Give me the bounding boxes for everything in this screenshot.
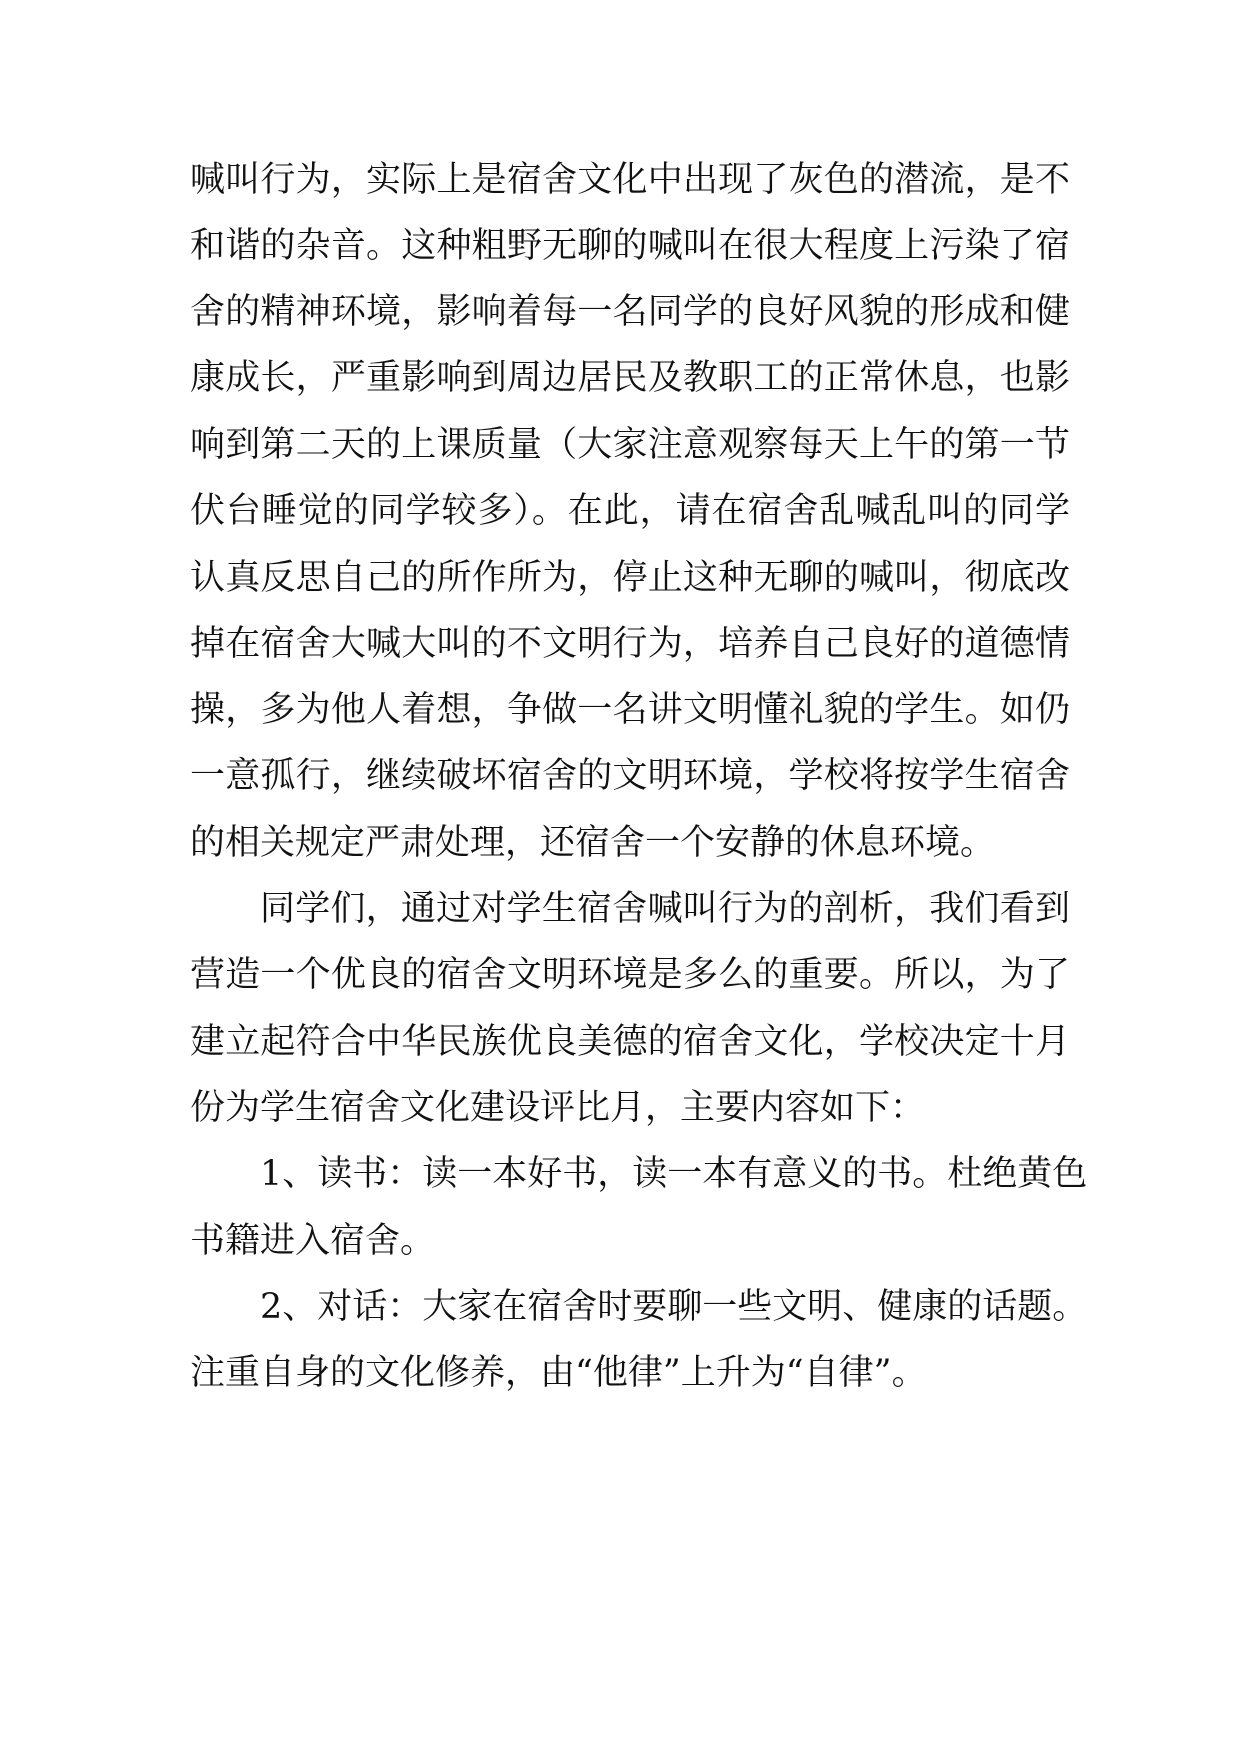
paragraph-line: 认真反思自己的所作所为，停止这种无聊的喊叫，彻底改 — [190, 558, 1070, 598]
paragraph-line: 的相关规定严肃处理，还宿舍一个安静的休息环境。 — [190, 823, 996, 863]
paragraph-line: 伏台睡觉的同学较多）。在此，请在宿舍乱喊乱叫的同学 — [190, 491, 1070, 531]
paragraph-line: 同学们，通过对学生宿舍喊叫行为的剖析，我们看到 — [260, 889, 1070, 929]
list-item-line: 书籍进入宿舍。 — [190, 1221, 436, 1261]
paragraph-line: 喊叫行为，实际上是宿舍文化中出现了灰色的潜流，是不 — [190, 160, 1070, 200]
paragraph-line: 建立起符合中华民族优良美德的宿舍文化，学校决定十月 — [190, 1022, 1070, 1062]
paragraph-line: 和谐的杂音。这种粗野无聊的喊叫在很大程度上污染了宿 — [190, 226, 1070, 266]
paragraph-line: 操，多为他人着想，争做一名讲文明懂礼貌的学生。如仍 — [190, 690, 1070, 730]
list-item-line: 1、读书：读一本好书，读一本有意义的书。杜绝黄色 — [260, 1154, 1088, 1194]
list-item-line: 2、对话：大家在宿舍时要聊一些文明、健康的话题。 — [260, 1287, 1088, 1327]
paragraph-line: 掉在宿舍大喊大叫的不文明行为，培养自己良好的道德情 — [190, 624, 1070, 664]
paragraph-line: 舍的精神环境，影响着每一名同学的良好风貌的形成和健 — [190, 292, 1070, 332]
paragraph-line: 一意孤行，继续破坏宿舍的文明环境，学校将按学生宿舍 — [190, 756, 1070, 796]
paragraph-line: 康成长，严重影响到周边居民及教职工的正常休息，也影 — [190, 358, 1070, 398]
paragraph-line: 响到第二天的上课质量（大家注意观察每天上午的第一节 — [190, 425, 1070, 465]
paragraph-line: 份为学生宿舍文化建设评比月，主要内容如下： — [190, 1088, 926, 1128]
paragraph-line: 营造一个优良的宿舍文明环境是多么的重要。所以，为了 — [190, 955, 1070, 995]
list-item-line: 注重自身的文化修养，由“他律”上升为“自律”。 — [190, 1353, 927, 1393]
